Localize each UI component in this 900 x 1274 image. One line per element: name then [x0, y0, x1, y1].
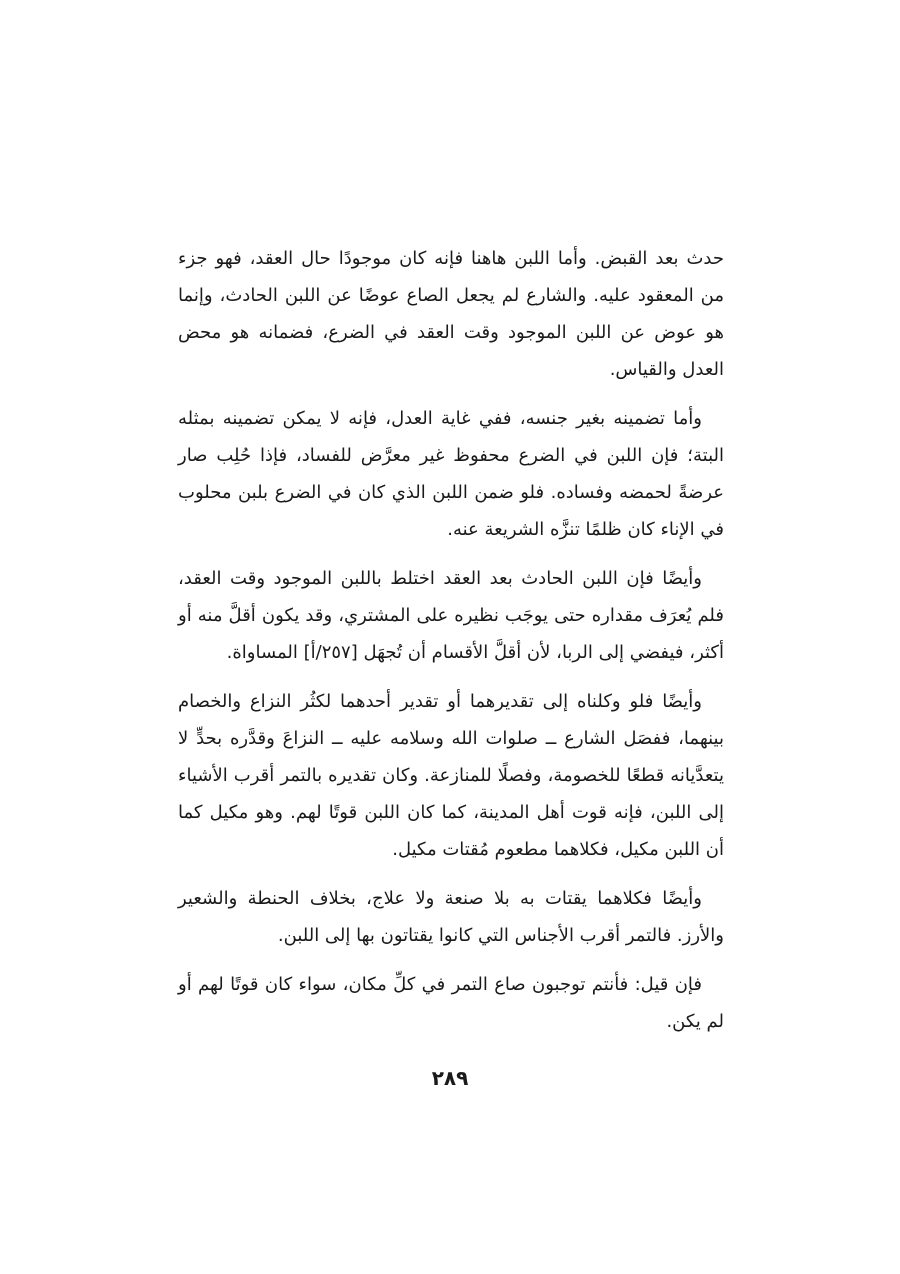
paragraph-6: فإن قيل: فأنتم توجبون صاع التمر في كلِّ مكان، سواء كان قوتًا لهم أو لم يكن. — [178, 974, 724, 1032]
page-number: ٢٨٩ — [431, 1066, 469, 1090]
paragraph-3: وأيضًا فإن اللبن الحادث بعد العقد اختلط باللبن الموجود وقت العقد، فلم يُعرَف مقداره حتى يوجَب نظيره على المشتري، وقد يكون أقلَّ منه أو أكثر، فيفضي إلى الربا، لأن أقلَّ الأقسام أن تُجهَل [٢٥٧/أ] المساواة. — [178, 568, 724, 663]
body-text — [178, 240, 724, 1052]
paragraph-1: حدث بعد القبض. وأما اللبن هاهنا فإنه كان موجودًا حال العقد، فهو جزء من المعقود عليه. والشارع لم يجعل الصاع عوضًا عن اللبن الحادث، وإنما هو عوض عن اللبن الموجود وقت العقد في الضرع، فضمانه هو محض العدل والقياس. — [178, 248, 724, 380]
paragraph-2: وأما تضمينه بغير جنسه، ففي غاية العدل، فإنه لا يمكن تضمينه بمثله البتة؛ فإن اللبن في الضرع محفوظ غير معرَّض للفساد، فإذا حُلِب صار عرضةً لحمضه وفساده. فلو ضمن اللبن الذي كان في الضرع بلبن محلوب في الإناء كان ظلمًا تنزَّه الشريعة عنه. — [178, 408, 724, 540]
paragraph-5: وأيضًا فكلاهما يقتات به بلا صنعة ولا علاج، بخلاف الحنطة والشعير والأرز. فالتمر أقرب الأجناس التي كانوا يقتاتون بها إلى اللبن. — [178, 888, 724, 946]
paragraph-4: وأيضًا فلو وكلناه إلى تقديرهما أو تقدير أحدهما لكثُر النزاع والخصام بينهما، ففصَل الشارع ــ صلوات الله وسلامه عليه ــ النزاعَ وقدَّره بحدٍّ لا يتعدَّيانه قطعًا للخصومة، وفصلًا للمنازعة. وكان تقديره بالتمر أقرب الأشياء إلى اللبن، فإنه قوت أهل المدينة، كما كان اللبن قوتًا لهم. وهو مكيل كما أن اللبن مكيل، فكلاهما مطعوم مُقتات مكيل. — [178, 691, 724, 860]
